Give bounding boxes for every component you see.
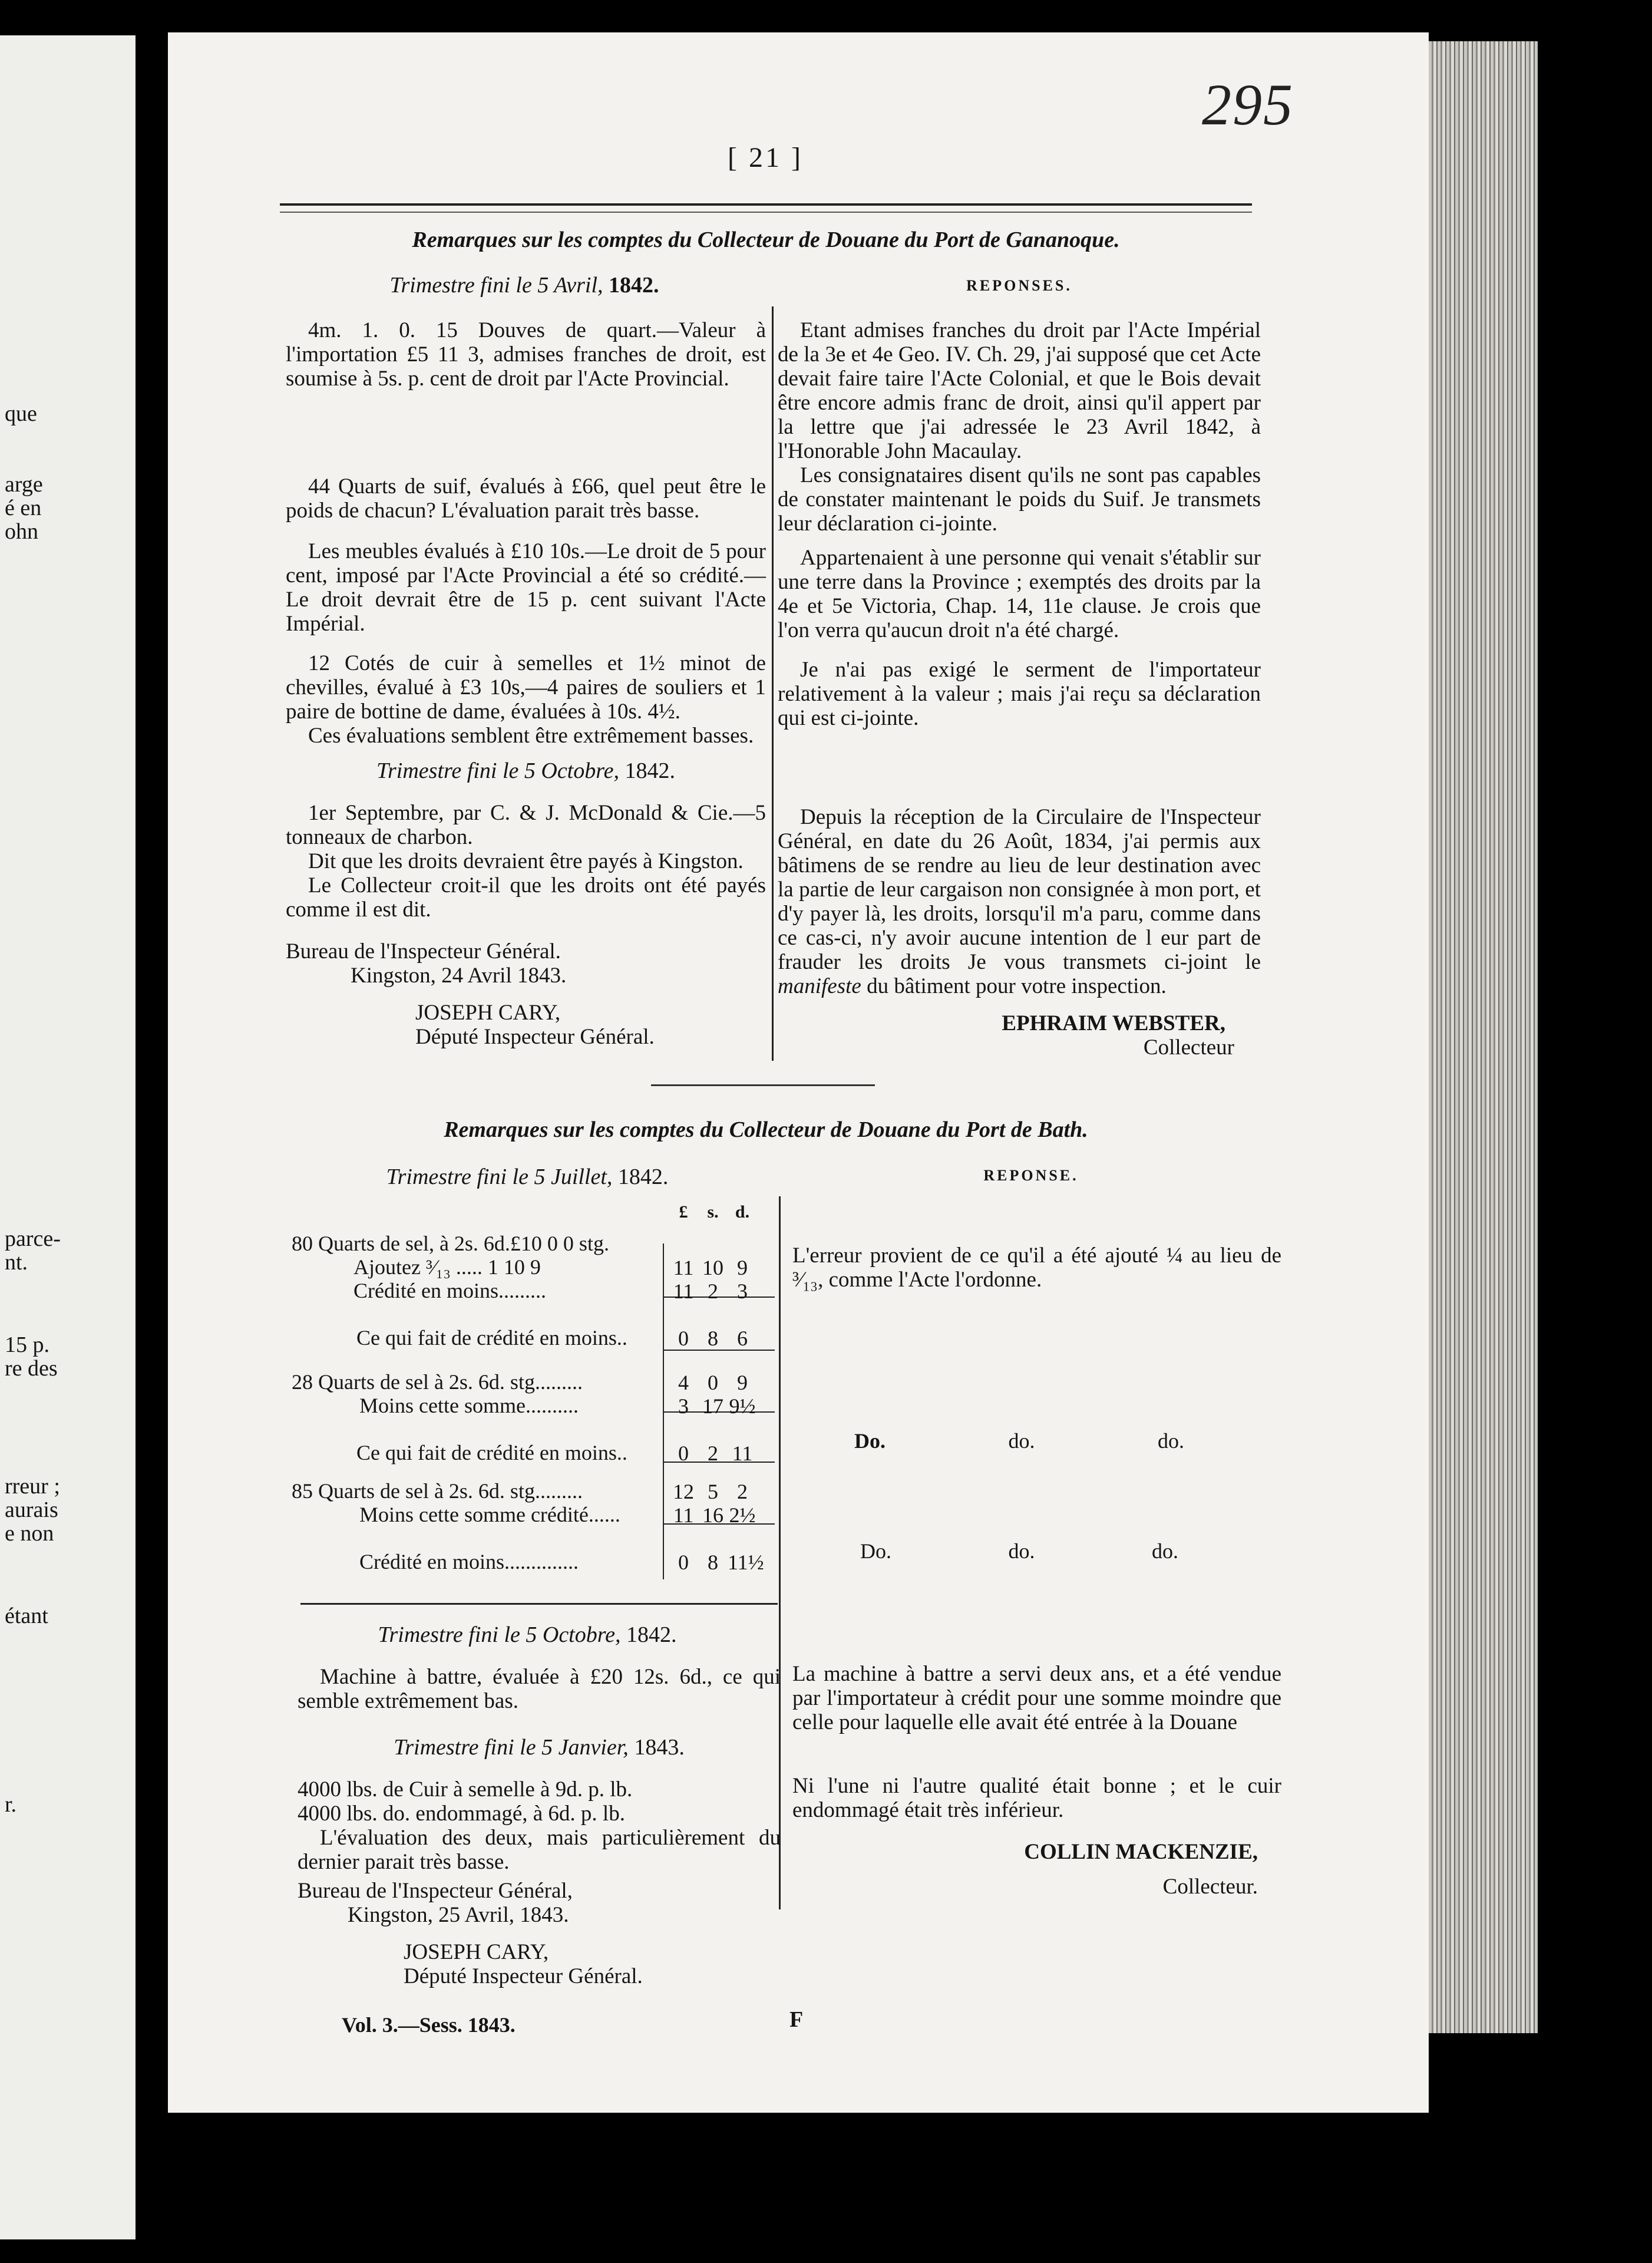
response-meubles: Appartenaient à une personne qui venait s'établir sur une terre dans la Province ; exemptés des droits par la 4e et 5e Victoria, Chap. 14, 11e clause. Je crois que l'on verra qu'aucun droit n'a été chargé. [778, 546, 1261, 642]
previous-page-fragment: e non [5, 1521, 54, 1546]
account-row-amount: 11 2 3 [673, 1279, 748, 1303]
section2-quarter1 [286, 1164, 769, 1190]
inspector-title-2: Député Inspecteur Général. [404, 1964, 643, 1988]
response-charbon: Depuis la réception de la Circulaire de l'Inspecteur Général, en date du 26 Août, 1834, j'ai permis aux bâtimens de se rendre au lieu de leur destination avec la partie de leur cargaison non consignée à mon port, et d'y payer là, les droits, lorsqu'il m'a paru, comme dans ce cas-ci, n'y avoir aucune intention de l eur part de frauder les droits Je vous transmets ci-joint le manifeste du bâtiment pour votre inspection. [778, 805, 1261, 998]
previous-page-fragment: é en [5, 496, 42, 520]
quarter-year: 1842. [609, 273, 659, 298]
remark-kingston: Dit que les droits devraient être payés à Kingston. [308, 849, 744, 873]
accounts-end-rule [300, 1603, 778, 1605]
response-machine: La machine à battre a servi deux ans, et a été vendue par l'importateur à crédit pour une somme moindre que celle pour laquelle elle avait été entrée à la Douane [792, 1662, 1281, 1734]
section2-response1 [792, 1243, 1281, 1292]
previous-page-fragment: aurais [5, 1497, 58, 1522]
previous-page-fragment: que [5, 401, 37, 426]
previous-page-fragment: 15 p. [5, 1332, 49, 1357]
account-row-amount: 4 0 9 [678, 1371, 748, 1394]
account-row-amount: 0 8 6 [678, 1327, 748, 1350]
footer-signature-mark: F [789, 2007, 804, 2032]
account-row-label: Ce qui fait de crédité en moins.. [356, 1326, 627, 1350]
account-row-amount: 12 5 2 [673, 1480, 748, 1503]
bureau-line-2: Bureau de l'Inspecteur Général, [298, 1879, 573, 1903]
quarter-date: 5 Juillet, [534, 1165, 613, 1189]
quarter-label: Trimestre fini le [376, 758, 519, 783]
place-date-2: Kingston, 25 Avril, 1843. [348, 1903, 569, 1927]
quarter-label: Trimestre fini le [386, 1165, 528, 1189]
section1-column-divider [772, 306, 774, 1061]
quarter-date: 5 Janvier, [541, 1735, 629, 1760]
inspector-title: Député Inspecteur Général. [415, 1025, 655, 1049]
section1-quarter1 [283, 272, 766, 298]
account-row-label: 28 Quarts de sel à 2s. 6d. stg......... [292, 1370, 583, 1394]
response-erreur: L'erreur provient de ce qu'il a été ajouté ¼ au lieu de ³⁄₁₃, comme l'Acte l'ordonne. [792, 1243, 1281, 1292]
quarter-date: 5 Octobre, [526, 1622, 621, 1647]
remark-suif: 44 Quarts de suif, évalués à £66, quel peut être le poids de chacun? L'évaluation parait très basse. [286, 474, 766, 523]
page-number: [ 21 ] [728, 142, 803, 173]
previous-page-fragment: r. [5, 1792, 17, 1817]
previous-page-fragment: étant [5, 1604, 48, 1628]
footer-volume: Vol. 3.—Sess. 1843. [342, 2013, 516, 2037]
account-row-label: Moins cette somme.......... [359, 1394, 579, 1417]
section2-title: Remarques sur les comptes du Collecteur de Douane du Port de Bath. [444, 1117, 1088, 1142]
section2-quarter2 [286, 1622, 769, 1648]
collector-name: EPHRAIM WEBSTER, [1002, 1011, 1225, 1035]
quarter-label: Trimestre fini le [389, 273, 532, 298]
remark-evaluation: L'évaluation des deux, mais particulièrement du dernier parait très basse. [298, 1826, 781, 1874]
section2-response-heading: REPONSE. [983, 1167, 1079, 1184]
scan-background [1538, 0, 1652, 2263]
quarter-date: 5 Octobre, [524, 758, 619, 783]
account-row-label: Crédité en moins......... [353, 1279, 546, 1302]
remark-charbon: 1er Septembre, par C. & J. McDonald & Cie.—5 tonneaux de charbon. [286, 801, 766, 849]
response-douves: Etant admises franches du droit par l'Acte Impérial de la 3e et 4e Geo. IV. Ch. 29, j'ai supposé que cet Acte devait faire taire l'Acte Colonial, et que le Bois devait être encore admis franc de droit, ainsi qu'il appert par la lettre que j'ai adressée le 23 Avril 1842, à l'Honorable John Macaulay. [778, 318, 1261, 463]
previous-page-fragment: re des [5, 1356, 58, 1381]
previous-page-fragment: nt. [5, 1250, 28, 1275]
response-suif: Les consignataires disent qu'ils ne sont pas capables de constater maintenant le poids du Suif. Je transmets leur déclaration ci-jointe. [778, 463, 1261, 536]
page-stack-edges [1429, 41, 1538, 2033]
account-row-label: 80 Quarts de sel, à 2s. 6d.£10 0 0 stg. [292, 1232, 609, 1255]
response-cuir-2: Ni l'une ni l'autre qualité était bonne ; et le cuir endommagé était très inférieur. [792, 1774, 1281, 1822]
account-row-label: Ce qui fait de crédité en moins.. [356, 1441, 627, 1464]
handwritten-page-number: 295 [1202, 72, 1294, 137]
account-row-label: Crédité en moins.............. [359, 1550, 579, 1573]
quarter-year: 1842. [625, 758, 675, 783]
remark-collecteur: Le Collecteur croit-il que les droits ont été payés comme il est dit. [286, 873, 766, 922]
account-row-label: Moins cette somme crédité...... [359, 1503, 620, 1526]
remark-cuir-endommage: 4000 lbs. do. endommagé, à 6d. p. lb. [298, 1802, 625, 1826]
section1-title: Remarques sur les comptes du Collecteur de Douane du Port de Gananoque. [412, 227, 1120, 252]
section2-responses-lower [792, 1662, 1281, 1899]
section2-remarks-lower [298, 1665, 781, 1988]
ditto-row-1: Do. do. do. [854, 1429, 1184, 1453]
section1-responses-column [778, 318, 1261, 1060]
previous-page-edge [0, 35, 136, 2239]
account-row-amount: 3 17 9½ [678, 1394, 756, 1418]
quarter-year: 1842. [626, 1622, 677, 1647]
remark-meubles: Les meubles évalués à £10 10s.—Le droit de 5 pour cent, imposé par l'Acte Provincial a été so crédité.—Le droit devrait être de 15 p. cent suivant l'Acte Impérial. [286, 539, 766, 636]
book-gutter [136, 0, 168, 2263]
currency-header: £ s. d. [679, 1202, 750, 1222]
quarter-label: Trimestre fini le [394, 1735, 536, 1760]
account-row-amount: 0 2 11 [678, 1441, 753, 1465]
collector-title-2: Collecteur. [1162, 1875, 1258, 1899]
previous-page-fragment: ohn [5, 519, 38, 544]
response-cuir: Je n'ai pas exigé le serment de l'importateur relativement à la valeur ; mais j'ai reçu sa déclaration qui est ci-jointe. [778, 658, 1261, 730]
collector-name-2: COLLIN MACKENZIE, [1024, 1840, 1258, 1864]
account-row-label: Ajoutez ³⁄₁₃ ..... 1 10 9 [353, 1255, 541, 1279]
remark-machine: Machine à battre, évaluée à £20 12s. 6d., ce qui semble extrêmement bas. [298, 1665, 781, 1713]
remark-cuir-note: Ces évaluations semblent être extrêmement basses. [308, 724, 754, 748]
section1-remarks-column [286, 318, 766, 1049]
section-separator [651, 1084, 875, 1086]
section1-response-heading: REPONSES. [966, 277, 1072, 294]
quarter-label: Trimestre fini le [378, 1622, 520, 1647]
place-date: Kingston, 24 Avril 1843. [351, 964, 567, 988]
previous-page-fragment: rreur ; [5, 1474, 60, 1499]
quarter-year: 1843. [634, 1735, 685, 1760]
account-row-label: 85 Quarts de sel à 2s. 6d. stg......... [292, 1479, 583, 1503]
bureau-line: Bureau de l'Inspecteur Général. [286, 939, 561, 964]
header-rule [280, 203, 1252, 213]
account-row-amount [666, 1232, 760, 1256]
account-row-amount: 11 10 9 [673, 1256, 748, 1279]
section2-quarter3 [298, 1736, 781, 1760]
remark-cuir-semelle: 4000 lbs. de Cuir à semelle à 9d. p. lb. [298, 1777, 633, 1802]
remark-douves: 4m. 1. 0. 15 Douves de quart.—Valeur à l'importation £5 11 3, admises franches de droit, est soumise à 5s. p. cent de droit par l'Acte Provincial. [286, 318, 766, 391]
quarter-year: 1842. [617, 1165, 669, 1189]
inspector-name: JOSEPH CARY, [415, 1001, 561, 1025]
account-row-amount: 11 16 2½ [673, 1503, 756, 1527]
previous-page-fragment: parce- [5, 1226, 61, 1251]
ditto-row-2: Do. do. do. [860, 1539, 1178, 1563]
account-row-amount: 0 8 11½ [678, 1551, 764, 1574]
quarter-date: 5 Avril, [537, 273, 603, 298]
remark-cuir: 12 Cotés de cuir à semelles et 1½ minot de chevilles, évalué à £3 10s,—4 paires de souliers et 1 paire de bottine de dame, évaluées à 10s. 4½. [286, 651, 766, 724]
collector-title: Collecteur [1143, 1035, 1234, 1060]
section1-quarter2 [286, 759, 766, 783]
previous-page-fragment: arge [5, 472, 43, 497]
inspector-name-2: JOSEPH CARY, [404, 1940, 549, 1964]
